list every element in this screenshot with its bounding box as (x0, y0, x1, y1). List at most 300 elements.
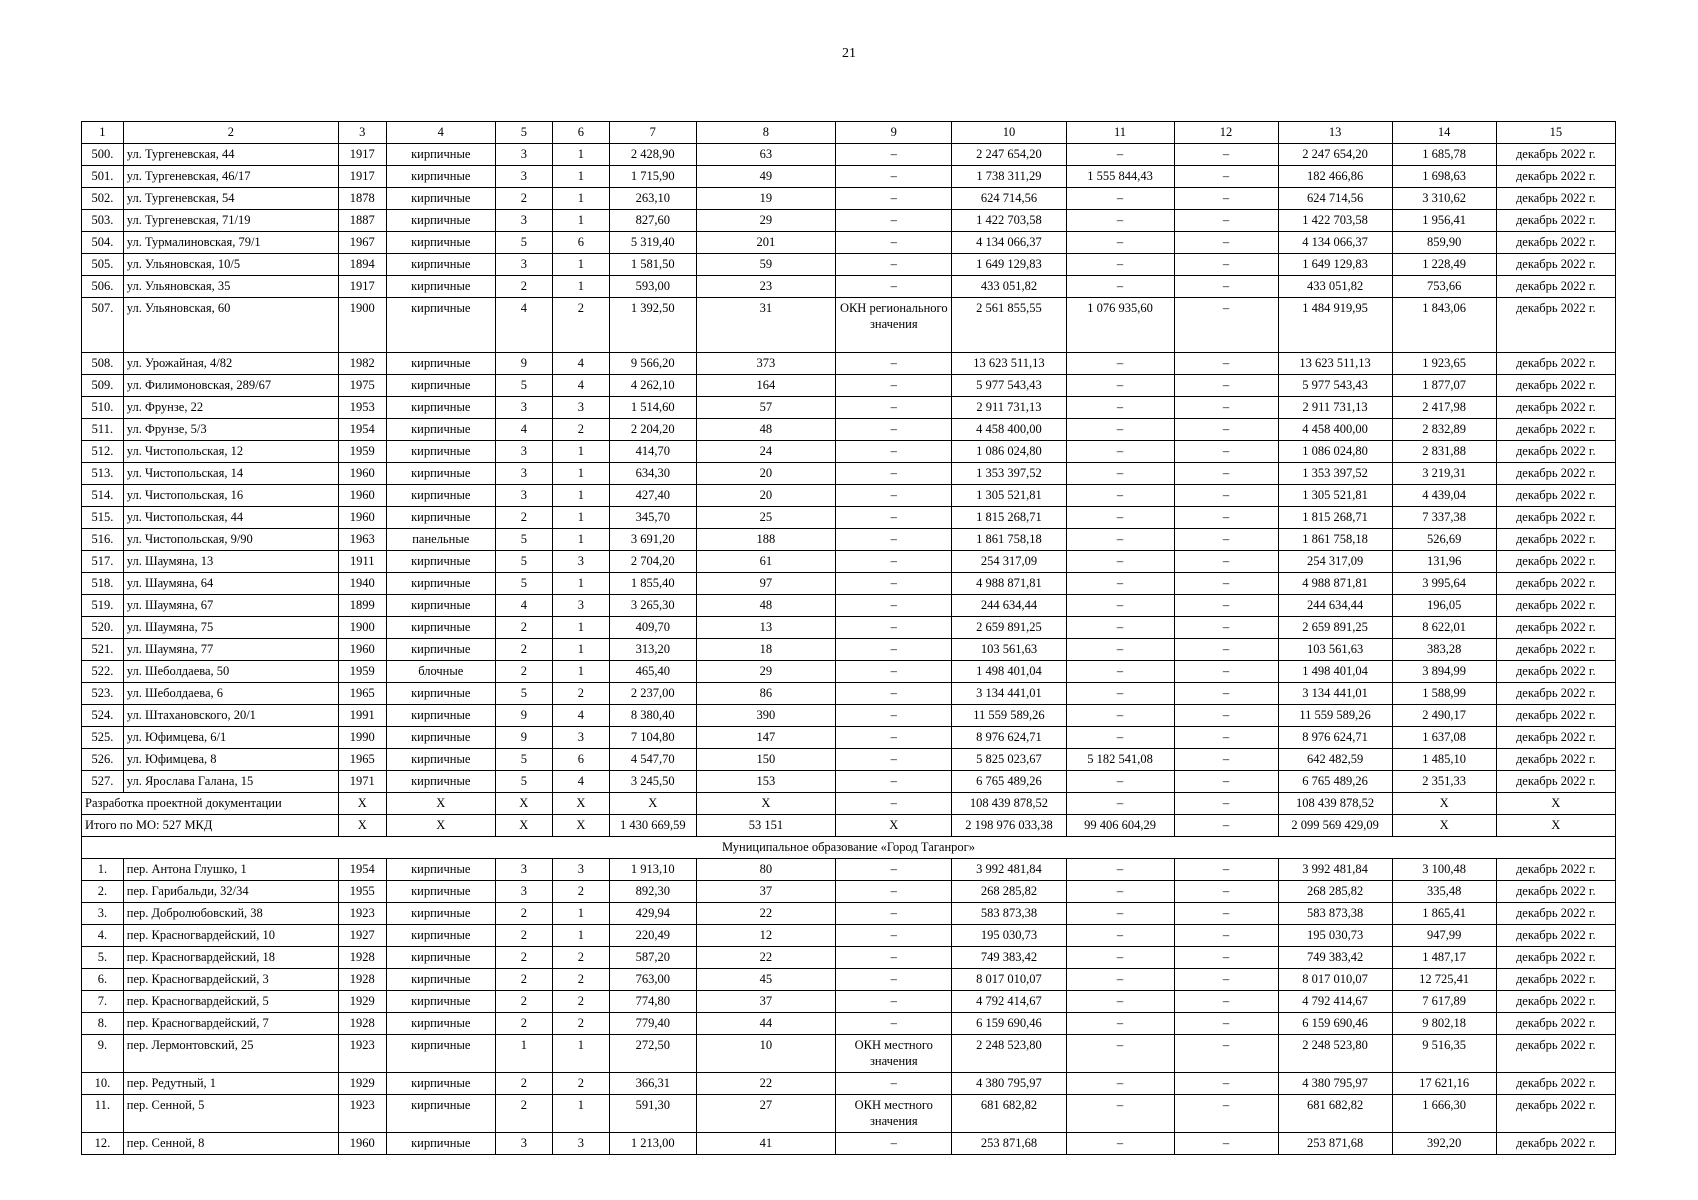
table-cell: 522. (82, 661, 124, 683)
table-cell: 53 151 (696, 815, 836, 837)
table-cell: 80 (696, 859, 836, 881)
table-cell: 1 (552, 529, 609, 551)
table-cell: 23 (696, 276, 836, 298)
table-cell: 3 894,99 (1392, 661, 1496, 683)
table-cell: 27 (696, 1095, 836, 1133)
table-cell: – (1066, 1073, 1174, 1095)
table-cell: 1911 (338, 551, 386, 573)
table-cell: 1 498 401,04 (1278, 661, 1392, 683)
table-cell: декабрь 2022 г. (1496, 298, 1615, 353)
table-cell: декабрь 2022 г. (1496, 254, 1615, 276)
column-header: 9 (836, 122, 952, 144)
table-cell: 5 977 543,43 (1278, 375, 1392, 397)
table-cell: 681 682,82 (952, 1095, 1066, 1133)
table-cell: 433 051,82 (1278, 276, 1392, 298)
table-cell: 509. (82, 375, 124, 397)
column-header: 5 (495, 122, 552, 144)
housing-table (81, 121, 1616, 1155)
column-header: 4 (386, 122, 495, 144)
table-cell: ОКН регионального значения (836, 298, 952, 353)
table-cell: 1982 (338, 353, 386, 375)
table-cell: декабрь 2022 г. (1496, 463, 1615, 485)
table-cell: 1965 (338, 683, 386, 705)
table-cell: – (836, 210, 952, 232)
table-cell: – (1174, 947, 1278, 969)
table-cell: – (836, 507, 952, 529)
table-cell: 6 765 489,26 (952, 771, 1066, 793)
table-cell: 593,00 (609, 276, 696, 298)
table-cell: 1954 (338, 859, 386, 881)
table-cell: 1 076 935,60 (1066, 298, 1174, 353)
table-cell: декабрь 2022 г. (1496, 166, 1615, 188)
table-cell: 1971 (338, 771, 386, 793)
table-cell: ул. Шаумяна, 77 (123, 639, 338, 661)
column-header: 10 (952, 122, 1066, 144)
table-cell: 8 380,40 (609, 705, 696, 727)
table-cell: 1 (552, 166, 609, 188)
table-cell: – (1174, 859, 1278, 881)
table-cell: 4 (552, 705, 609, 727)
table-cell: 22 (696, 1073, 836, 1095)
table-row (82, 441, 1616, 463)
table-row (82, 705, 1616, 727)
table-cell: – (836, 529, 952, 551)
table-cell: X (552, 815, 609, 837)
table-cell: кирпичные (386, 1073, 495, 1095)
table-cell: кирпичные (386, 276, 495, 298)
table-cell: 1 422 703,58 (1278, 210, 1392, 232)
table-cell: – (836, 793, 952, 815)
table-cell: 19 (696, 188, 836, 210)
table-cell: 1 877,07 (1392, 375, 1496, 397)
table-cell: кирпичные (386, 771, 495, 793)
table-cell: кирпичные (386, 485, 495, 507)
table-cell: 4 988 871,81 (1278, 573, 1392, 595)
table-cell: кирпичные (386, 639, 495, 661)
table-cell: 2 (495, 903, 552, 925)
table-row (82, 397, 1616, 419)
table-cell: – (836, 463, 952, 485)
table-cell: ул. Ульяновская, 35 (123, 276, 338, 298)
table-cell: 3 995,64 (1392, 573, 1496, 595)
table-cell: 511. (82, 419, 124, 441)
table-row (82, 903, 1616, 925)
table-row (82, 727, 1616, 749)
table-cell: – (836, 969, 952, 991)
table-cell: 5 825 023,67 (952, 749, 1066, 771)
table-cell: декабрь 2022 г. (1496, 661, 1615, 683)
table-cell: – (1174, 551, 1278, 573)
table-cell: – (836, 925, 952, 947)
table-cell: ул. Тургеневская, 46/17 (123, 166, 338, 188)
table-cell: 61 (696, 551, 836, 573)
table-cell: 2 (552, 947, 609, 969)
table-cell: декабрь 2022 г. (1496, 397, 1615, 419)
table-cell: декабрь 2022 г. (1496, 705, 1615, 727)
table-cell: 103 561,63 (1278, 639, 1392, 661)
table-cell: 44 (696, 1013, 836, 1035)
table-cell: 4 792 414,67 (952, 991, 1066, 1013)
table-row (82, 617, 1616, 639)
table-cell: пер. Редутный, 1 (123, 1073, 338, 1095)
table-cell: 182 466,86 (1278, 166, 1392, 188)
table-cell: 1928 (338, 947, 386, 969)
table-cell: 6. (82, 969, 124, 991)
table-cell: – (836, 617, 952, 639)
table-row (82, 683, 1616, 705)
table-cell: 20 (696, 485, 836, 507)
table-row (82, 947, 1616, 969)
table-cell: пер. Красногвардейский, 7 (123, 1013, 338, 1035)
table-cell: декабрь 2022 г. (1496, 507, 1615, 529)
table-cell: – (836, 595, 952, 617)
table-cell: 4 988 871,81 (952, 573, 1066, 595)
table-cell: – (836, 573, 952, 595)
table-cell: – (1066, 925, 1174, 947)
table-cell: 3 310,62 (1392, 188, 1496, 210)
table-cell: – (836, 166, 952, 188)
table-cell: кирпичные (386, 727, 495, 749)
table-cell: 4 134 066,37 (952, 232, 1066, 254)
table-cell: 1 666,30 (1392, 1095, 1496, 1133)
table-cell: ул. Шаумяна, 13 (123, 551, 338, 573)
table-cell: 519. (82, 595, 124, 617)
table-cell: 523. (82, 683, 124, 705)
table-cell: 4 380 795,97 (952, 1073, 1066, 1095)
table-row (82, 276, 1616, 298)
table-cell: 1917 (338, 276, 386, 298)
table-cell: 164 (696, 375, 836, 397)
table-cell: 1954 (338, 419, 386, 441)
table-cell: ул. Ярослава Галана, 15 (123, 771, 338, 793)
table-cell: 20 (696, 463, 836, 485)
table-cell: 3 (552, 397, 609, 419)
table-cell: – (1066, 639, 1174, 661)
table-cell: 1 (552, 276, 609, 298)
table-row (82, 1133, 1616, 1155)
table-cell: 5 (495, 529, 552, 551)
column-header: 8 (696, 122, 836, 144)
table-cell: 29 (696, 661, 836, 683)
table-cell: – (1174, 727, 1278, 749)
table-cell: 526,69 (1392, 529, 1496, 551)
table-cell: – (1174, 573, 1278, 595)
table-cell: – (836, 749, 952, 771)
table-row (82, 210, 1616, 232)
table-cell: 4 134 066,37 (1278, 232, 1392, 254)
table-cell: – (836, 947, 952, 969)
table-cell: 6 (552, 749, 609, 771)
table-row (82, 375, 1616, 397)
table-cell: декабрь 2022 г. (1496, 947, 1615, 969)
table-cell: – (836, 1013, 952, 1035)
table-cell: 12 725,41 (1392, 969, 1496, 991)
table-cell: – (1066, 232, 1174, 254)
table-cell: 254 317,09 (952, 551, 1066, 573)
table-cell: 2 237,00 (609, 683, 696, 705)
table-cell: декабрь 2022 г. (1496, 925, 1615, 947)
table-row (82, 144, 1616, 166)
table-row (82, 529, 1616, 551)
table-cell: 272,50 (609, 1035, 696, 1073)
table-cell: – (1066, 507, 1174, 529)
table-cell: декабрь 2022 г. (1496, 529, 1615, 551)
table-cell: – (1066, 683, 1174, 705)
table-cell: – (1066, 144, 1174, 166)
table-cell: – (1066, 210, 1174, 232)
table-cell: Итого по МО: 527 МКД (82, 815, 339, 837)
table-cell: ул. Ульяновская, 10/5 (123, 254, 338, 276)
table-cell: X (386, 793, 495, 815)
table-cell: 506. (82, 276, 124, 298)
table-cell: 335,48 (1392, 881, 1496, 903)
table-cell: 524. (82, 705, 124, 727)
table-cell: ул. Чистопольская, 16 (123, 485, 338, 507)
table-cell: – (836, 771, 952, 793)
table-cell: 1 855,40 (609, 573, 696, 595)
table-cell: декабрь 2022 г. (1496, 441, 1615, 463)
table-cell: декабрь 2022 г. (1496, 188, 1615, 210)
table-cell: кирпичные (386, 947, 495, 969)
column-header: 11 (1066, 122, 1174, 144)
table-cell: – (1174, 254, 1278, 276)
table-cell: декабрь 2022 г. (1496, 375, 1615, 397)
table-cell: ул. Турмалиновская, 79/1 (123, 232, 338, 254)
table-cell: 2 (495, 1013, 552, 1035)
table-cell: 3 (495, 210, 552, 232)
table-cell: X (1392, 793, 1496, 815)
table-cell: 1965 (338, 749, 386, 771)
table-cell: 1 698,63 (1392, 166, 1496, 188)
table-cell: 59 (696, 254, 836, 276)
table-cell: 774,80 (609, 991, 696, 1013)
table-cell: 2 (495, 991, 552, 1013)
table-cell: 1 (552, 1095, 609, 1133)
table-cell: 373 (696, 353, 836, 375)
table-cell: 1900 (338, 617, 386, 639)
table-cell: 508. (82, 353, 124, 375)
table-cell: 1 555 844,43 (1066, 166, 1174, 188)
table-cell: 13 623 511,13 (952, 353, 1066, 375)
table-cell: – (1174, 166, 1278, 188)
table-cell: 3 (552, 1133, 609, 1155)
table-cell: 1 (552, 254, 609, 276)
table-cell: ул. Штахановского, 20/1 (123, 705, 338, 727)
table-cell: 1 514,60 (609, 397, 696, 419)
table-row (82, 232, 1616, 254)
table-cell: кирпичные (386, 749, 495, 771)
table-cell: 465,40 (609, 661, 696, 683)
column-header: 6 (552, 122, 609, 144)
table-cell: декабрь 2022 г. (1496, 639, 1615, 661)
table-cell: декабрь 2022 г. (1496, 749, 1615, 771)
table-cell: – (836, 419, 952, 441)
table-cell: 153 (696, 771, 836, 793)
table-row (82, 1013, 1616, 1035)
table-cell: 2 198 976 033,38 (952, 815, 1066, 837)
table-row (82, 254, 1616, 276)
table-cell: 254 317,09 (1278, 551, 1392, 573)
table-cell: 2 (495, 925, 552, 947)
table-cell: 3 (495, 166, 552, 188)
table-cell: 4 458 400,00 (1278, 419, 1392, 441)
table-cell: 1 305 521,81 (1278, 485, 1392, 507)
table-cell: – (1174, 1095, 1278, 1133)
table-cell: 383,28 (1392, 639, 1496, 661)
table-cell: 1923 (338, 1035, 386, 1073)
table-cell: – (836, 188, 952, 210)
table-cell: 1 (495, 1035, 552, 1073)
table-cell: – (1066, 903, 1174, 925)
table-cell: 3 992 481,84 (1278, 859, 1392, 881)
table-cell: 8 017 010,07 (952, 969, 1066, 991)
table-cell: 779,40 (609, 1013, 696, 1035)
table-cell: 2 (495, 276, 552, 298)
table-cell: декабрь 2022 г. (1496, 771, 1615, 793)
table-cell: X (1496, 815, 1615, 837)
table-cell: ул. Чистопольская, 14 (123, 463, 338, 485)
table-cell: кирпичные (386, 507, 495, 529)
table-cell: 526. (82, 749, 124, 771)
table-cell: 1 (552, 639, 609, 661)
table-cell: 18 (696, 639, 836, 661)
table-cell: 1 861 758,18 (952, 529, 1066, 551)
table-cell: 642 482,59 (1278, 749, 1392, 771)
table-cell: 13 (696, 617, 836, 639)
table-cell: 2 (495, 969, 552, 991)
table-cell: – (1174, 749, 1278, 771)
table-cell: 4 262,10 (609, 375, 696, 397)
table-cell: – (1174, 232, 1278, 254)
table-cell: 5. (82, 947, 124, 969)
table-cell: 45 (696, 969, 836, 991)
table-cell: 11. (82, 1095, 124, 1133)
table-cell: – (1174, 1133, 1278, 1155)
table-cell: 505. (82, 254, 124, 276)
table-cell: кирпичные (386, 573, 495, 595)
column-header: 3 (338, 122, 386, 144)
table-cell: 22 (696, 903, 836, 925)
table-cell: 6 (552, 232, 609, 254)
table-row (82, 573, 1616, 595)
table-cell: 7 104,80 (609, 727, 696, 749)
table-cell: – (1066, 463, 1174, 485)
table-cell: – (1174, 397, 1278, 419)
column-header: 14 (1392, 122, 1496, 144)
table-cell: кирпичные (386, 254, 495, 276)
table-cell: 1 (552, 573, 609, 595)
table-cell: 1 738 311,29 (952, 166, 1066, 188)
table-cell: – (1174, 1035, 1278, 1073)
column-header: 12 (1174, 122, 1278, 144)
table-cell: 2 (495, 507, 552, 529)
table-cell: 1 581,50 (609, 254, 696, 276)
table-cell: – (1066, 276, 1174, 298)
table-cell: 1 685,78 (1392, 144, 1496, 166)
table-cell: X (552, 793, 609, 815)
table-cell: – (1066, 771, 1174, 793)
table-cell: – (836, 1133, 952, 1155)
table-cell: – (1066, 188, 1174, 210)
table-cell: декабрь 2022 г. (1496, 1095, 1615, 1133)
table-cell: 345,70 (609, 507, 696, 529)
design-row (82, 793, 1616, 815)
table-cell: 12. (82, 1133, 124, 1155)
table-cell: 1 865,41 (1392, 903, 1496, 925)
table-cell: декабрь 2022 г. (1496, 727, 1615, 749)
table-cell: – (1174, 969, 1278, 991)
table-cell: 1953 (338, 397, 386, 419)
table-cell: блочные (386, 661, 495, 683)
table-cell: X (495, 815, 552, 837)
column-header: 7 (609, 122, 696, 144)
table-cell: 2. (82, 881, 124, 903)
table-cell: кирпичные (386, 1013, 495, 1035)
table-cell: – (836, 881, 952, 903)
table-cell: – (1174, 419, 1278, 441)
table-cell: 49 (696, 166, 836, 188)
table-cell: – (1066, 573, 1174, 595)
table-cell: 1 (552, 485, 609, 507)
table-cell: ул. Урожайная, 4/82 (123, 353, 338, 375)
table-cell: 1 392,50 (609, 298, 696, 353)
table-cell: 48 (696, 419, 836, 441)
table-cell: декабрь 2022 г. (1496, 210, 1615, 232)
table-cell: 1 956,41 (1392, 210, 1496, 232)
table-cell: 2 659 891,25 (1278, 617, 1392, 639)
table-cell: 8 976 624,71 (952, 727, 1066, 749)
table-cell: 7 337,38 (1392, 507, 1496, 529)
table-cell: 13 623 511,13 (1278, 353, 1392, 375)
table-cell: 2 911 731,13 (952, 397, 1066, 419)
table-cell: кирпичные (386, 969, 495, 991)
table-cell: X (495, 793, 552, 815)
table-cell: 1960 (338, 1133, 386, 1155)
table-cell: 2 247 654,20 (952, 144, 1066, 166)
table-cell: 3. (82, 903, 124, 925)
table-row (82, 507, 1616, 529)
table-cell: – (1066, 375, 1174, 397)
table-cell: – (836, 276, 952, 298)
table-cell: 1 (552, 925, 609, 947)
table-cell: 5 (495, 232, 552, 254)
table-cell: 510. (82, 397, 124, 419)
table-cell: 1 086 024,80 (1278, 441, 1392, 463)
table-cell: 9 (495, 727, 552, 749)
table-cell: 6 765 489,26 (1278, 771, 1392, 793)
table-cell: 3 (495, 254, 552, 276)
table-cell: 1 (552, 617, 609, 639)
table-cell: – (1066, 441, 1174, 463)
table-cell: 12 (696, 925, 836, 947)
table-cell: – (1066, 419, 1174, 441)
table-cell: 5 (495, 551, 552, 573)
table-cell: 2 561 855,55 (952, 298, 1066, 353)
table-cell: 1 (552, 144, 609, 166)
table-cell: кирпичные (386, 551, 495, 573)
table-cell: 1 861 758,18 (1278, 529, 1392, 551)
table-cell: 29 (696, 210, 836, 232)
table-cell: 1 422 703,58 (952, 210, 1066, 232)
table-cell: 2 417,98 (1392, 397, 1496, 419)
table-cell: кирпичные (386, 903, 495, 925)
table-cell: 1929 (338, 1073, 386, 1095)
table-cell: 1928 (338, 969, 386, 991)
table-cell: 1960 (338, 507, 386, 529)
table-cell: пер. Красногвардейский, 5 (123, 991, 338, 1013)
table-cell: – (1066, 969, 1174, 991)
table-cell: – (1066, 727, 1174, 749)
